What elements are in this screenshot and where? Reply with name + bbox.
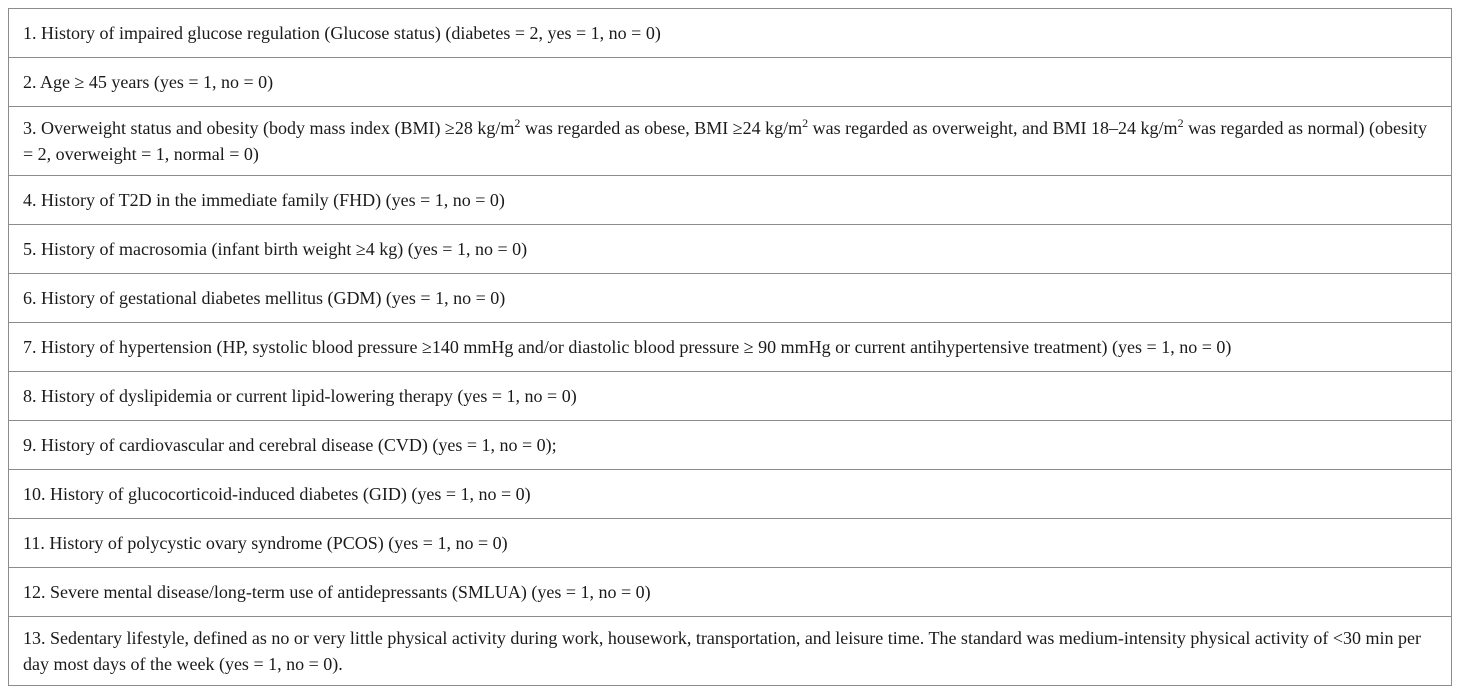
table-row bbox=[9, 176, 1452, 225]
superscript: 2 bbox=[1177, 116, 1184, 130]
superscript: 2 bbox=[514, 116, 521, 130]
table-row bbox=[9, 225, 1452, 274]
table-row bbox=[9, 372, 1452, 421]
table-cell: 4. History of T2D in the immediate family (FHD) (yes = 1, no = 0) bbox=[9, 176, 1452, 225]
cell-text: was regarded as obese, BMI ≥24 kg/m bbox=[520, 118, 803, 138]
cell-text: was regarded as normal) (obesity = 2, overweight = 1, normal = 0) bbox=[23, 118, 1427, 164]
table-cell: 13. Sedentary lifestyle, defined as no or very little physical activity during work, housework, transportation, and leisure time. The standard was medium-intensity physical activity of <30 min per day most days of the week (yes = 1, no = 0). bbox=[9, 617, 1452, 686]
table-cell bbox=[9, 107, 1452, 176]
table-cell: 5. History of macrosomia (infant birth weight ≥4 kg) (yes = 1, no = 0) bbox=[9, 225, 1452, 274]
cell-text: 3. Overweight status and obesity (body mass index (BMI) ≥28 kg/m bbox=[23, 118, 515, 138]
risk-factor-table-container bbox=[8, 8, 1452, 686]
table-cell: 11. History of polycystic ovary syndrome (PCOS) (yes = 1, no = 0) bbox=[9, 519, 1452, 568]
table-cell: 2. Age ≥ 45 years (yes = 1, no = 0) bbox=[9, 58, 1452, 107]
table-row bbox=[9, 519, 1452, 568]
table-row bbox=[9, 617, 1452, 686]
table-cell: 12. Severe mental disease/long-term use of antidepressants (SMLUA) (yes = 1, no = 0) bbox=[9, 568, 1452, 617]
table-row bbox=[9, 107, 1452, 176]
table-cell: 6. History of gestational diabetes mellitus (GDM) (yes = 1, no = 0) bbox=[9, 274, 1452, 323]
table-row bbox=[9, 323, 1452, 372]
table-cell: 8. History of dyslipidemia or current lipid-lowering therapy (yes = 1, no = 0) bbox=[9, 372, 1452, 421]
cell-text: was regarded as overweight, and BMI 18–24 kg/m bbox=[808, 118, 1178, 138]
superscript: 2 bbox=[802, 116, 809, 130]
table-row bbox=[9, 58, 1452, 107]
table-row bbox=[9, 274, 1452, 323]
table-row bbox=[9, 568, 1452, 617]
table-row bbox=[9, 9, 1452, 58]
table-cell: 9. History of cardiovascular and cerebral disease (CVD) (yes = 1, no = 0); bbox=[9, 421, 1452, 470]
table-row bbox=[9, 421, 1452, 470]
table-cell: 10. History of glucocorticoid-induced diabetes (GID) (yes = 1, no = 0) bbox=[9, 470, 1452, 519]
risk-factor-table bbox=[8, 8, 1452, 686]
table-cell: 7. History of hypertension (HP, systolic blood pressure ≥140 mmHg and/or diastolic blood pressure ≥ 90 mmHg or current antihypertensive treatment) (yes = 1, no = 0) bbox=[9, 323, 1452, 372]
table-cell: 1. History of impaired glucose regulation (Glucose status) (diabetes = 2, yes = 1, no = 0) bbox=[9, 9, 1452, 58]
table-row bbox=[9, 470, 1452, 519]
